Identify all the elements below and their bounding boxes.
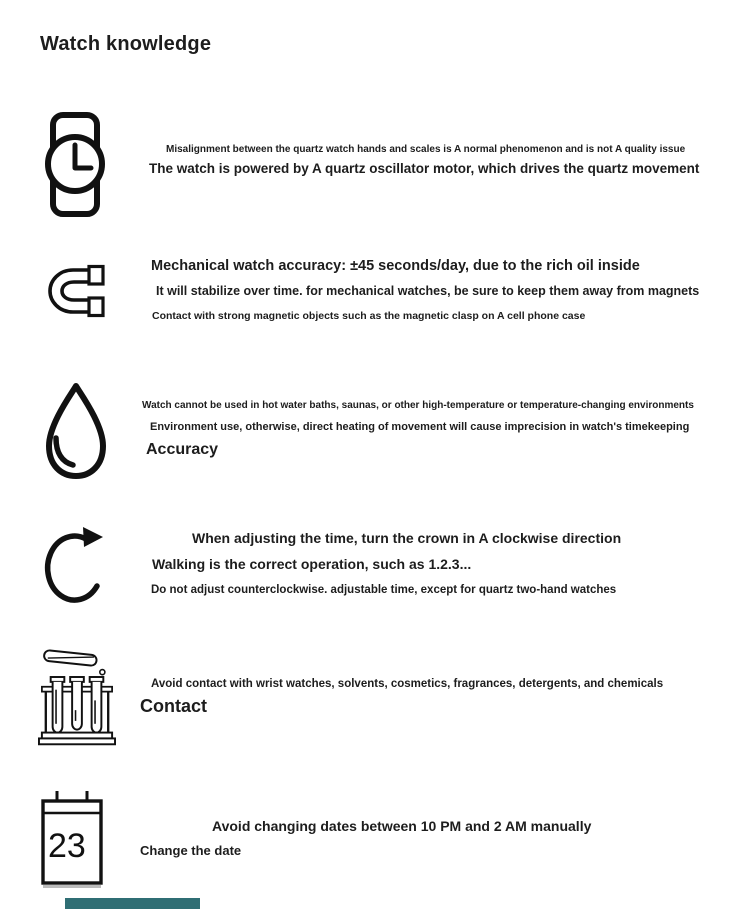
crown-warning-line: Do not adjust counterclockwise. adjustable time, except for quartz two-hand watches [151,584,617,596]
watch-icon [45,112,105,217]
date-warning-line: Avoid changing dates between 10 PM and 2 AM manually [212,818,592,834]
footer-accent-bar [65,898,200,909]
magnet-line-stabilize: It will stabilize over time. for mechanical watches, be sure to keep them away from magnets [156,284,700,298]
calendar-icon [40,789,106,888]
date-change-label: Change the date [140,843,242,858]
quartz-note-line: Misalignment between the quartz watch hands and scales is A normal phenomenon and is not A quality issue [166,144,686,155]
temperature-accuracy-label: Accuracy [146,441,219,458]
chemicals-note-line: Avoid contact with wrist watches, solvents, cosmetics, fragrances, detergents, and chemicals [151,678,664,690]
crown-clockwise-line: When adjusting the time, turn the crown in A clockwise direction [192,530,622,546]
quartz-main-line: The watch is powered by A quartz oscillator motor, which drives the quartz movement [149,161,700,176]
calendar-day-number: 23 [48,827,86,865]
water-drop-icon [42,380,110,482]
test-tubes-icon [38,645,116,748]
temperature-note-line: Watch cannot be used in hot water baths, saunas, or other high-temperature or temperature-changing environments [142,400,694,411]
calendar-shadow [43,885,101,888]
magnet-line-contact: Contact with strong magnetic objects such as the magnetic clasp on A cell phone case [152,310,586,322]
chemicals-contact-label: Contact [140,696,207,716]
temperature-env-line: Environment use, otherwise, direct heating of movement will cause imprecision in watch's timekeeping [150,421,690,433]
crown-walking-line: Walking is the correct operation, such as 1.2.3... [152,556,472,572]
magnet-line-accuracy: Mechanical watch accuracy: ±45 seconds/day, due to the rich oil inside [151,258,640,274]
clockwise-arrow-icon [40,524,110,612]
page-title: Watch knowledge [40,33,212,55]
magnet-icon [45,262,107,320]
